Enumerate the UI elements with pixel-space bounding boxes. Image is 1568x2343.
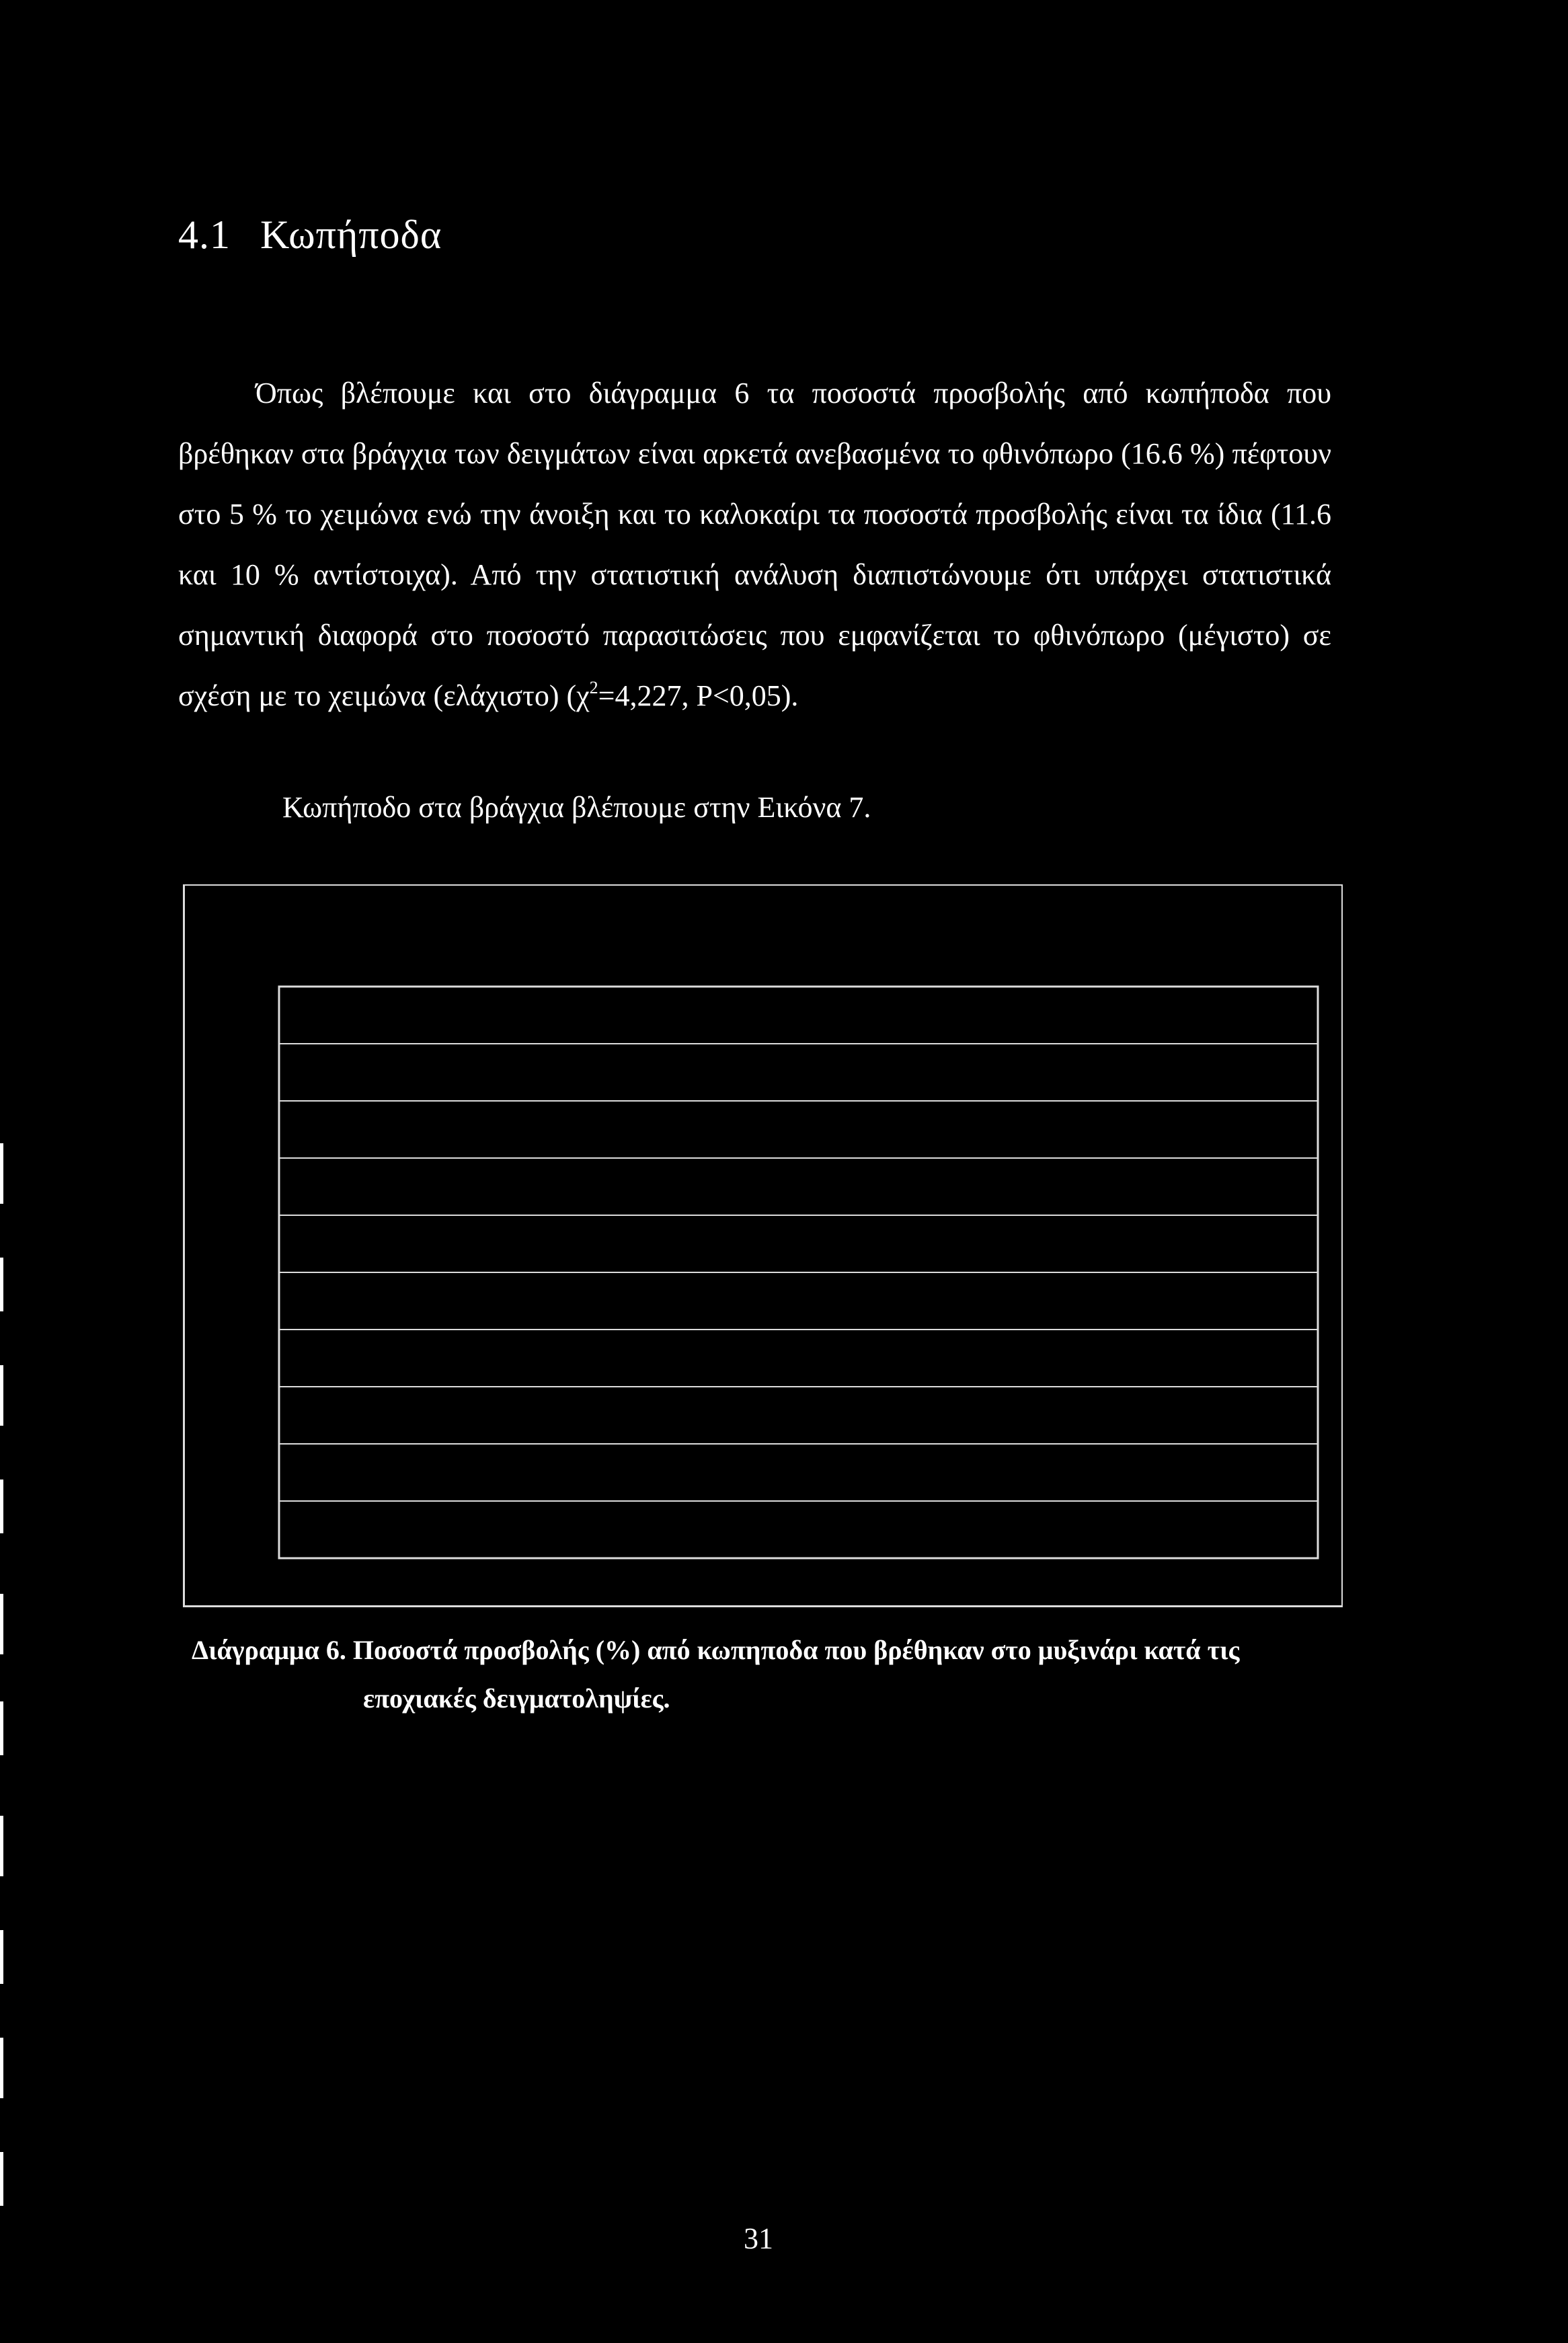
- scan-edge-mark: [0, 1480, 3, 1533]
- scan-edge-mark: [0, 1365, 3, 1426]
- section-title: Κωπήποδα: [260, 213, 442, 257]
- chart-frame: [183, 884, 1343, 1607]
- paragraph-text-before-superscript: Όπως βλέπουμε και στο διάγραμμα 6 τα ποσοστά προσβολής από κωπήποδα που βρέθηκαν στα βράγχια των δειγμάτων είναι αρκετά ανεβασμένα το φθινόπωρο (16.6 %) πέφτουν στο 5 % το χειμώνα ενώ την άνοιξη και το καλοκαίρι τα ποσοστά προσβολής είναι τα ίδια (11.6 και 10 % αντίστοιχα). Από την στατιστική ανάλυση διαπιστώνουμε ότι υπάρχει στατιστικά σημαντική διαφορά στο ποσοστό παρασιτώσεις που εμφανίζεται το φθινόπωρο (μέγιστο) σε σχέση με το χειμώνα (ελάχιστο) (χ: [178, 377, 1331, 712]
- figure-caption: [192, 1626, 1335, 1723]
- paragraph-text-after-superscript: =4,227, P<0,05).: [598, 679, 799, 712]
- body-paragraph: [178, 363, 1331, 726]
- chart-svg: [185, 886, 1341, 1605]
- scan-edge-mark: [0, 1930, 3, 1984]
- caption-line-1: Διάγραμμα 6. Ποσοστά προσβολής (%) από κωπηποδα που βρέθηκαν στο μυξινάρι κατά τις: [192, 1635, 1240, 1665]
- scan-edge-mark: [0, 1701, 3, 1755]
- scan-edge-mark: [0, 2038, 3, 2098]
- scan-edge-mark: [0, 1816, 3, 1876]
- page-number: 31: [744, 2222, 773, 2255]
- plot-area: [279, 987, 1318, 1558]
- chi-square-superscript: 2: [589, 678, 598, 697]
- scan-edge-mark: [0, 1143, 3, 1204]
- scan-edge-mark: [0, 2152, 3, 2206]
- scan-edge-mark: [0, 1258, 3, 1311]
- scan-edge-mark: [0, 1594, 3, 1654]
- section-number: 4.1: [178, 213, 231, 257]
- section-heading: [178, 212, 442, 258]
- figure-reference: Κωπήποδο στα βράγχια βλέπουμε στην Εικόνα 7.: [282, 791, 871, 824]
- caption-line-2: εποχιακές δειγματοληψίες.: [363, 1683, 670, 1714]
